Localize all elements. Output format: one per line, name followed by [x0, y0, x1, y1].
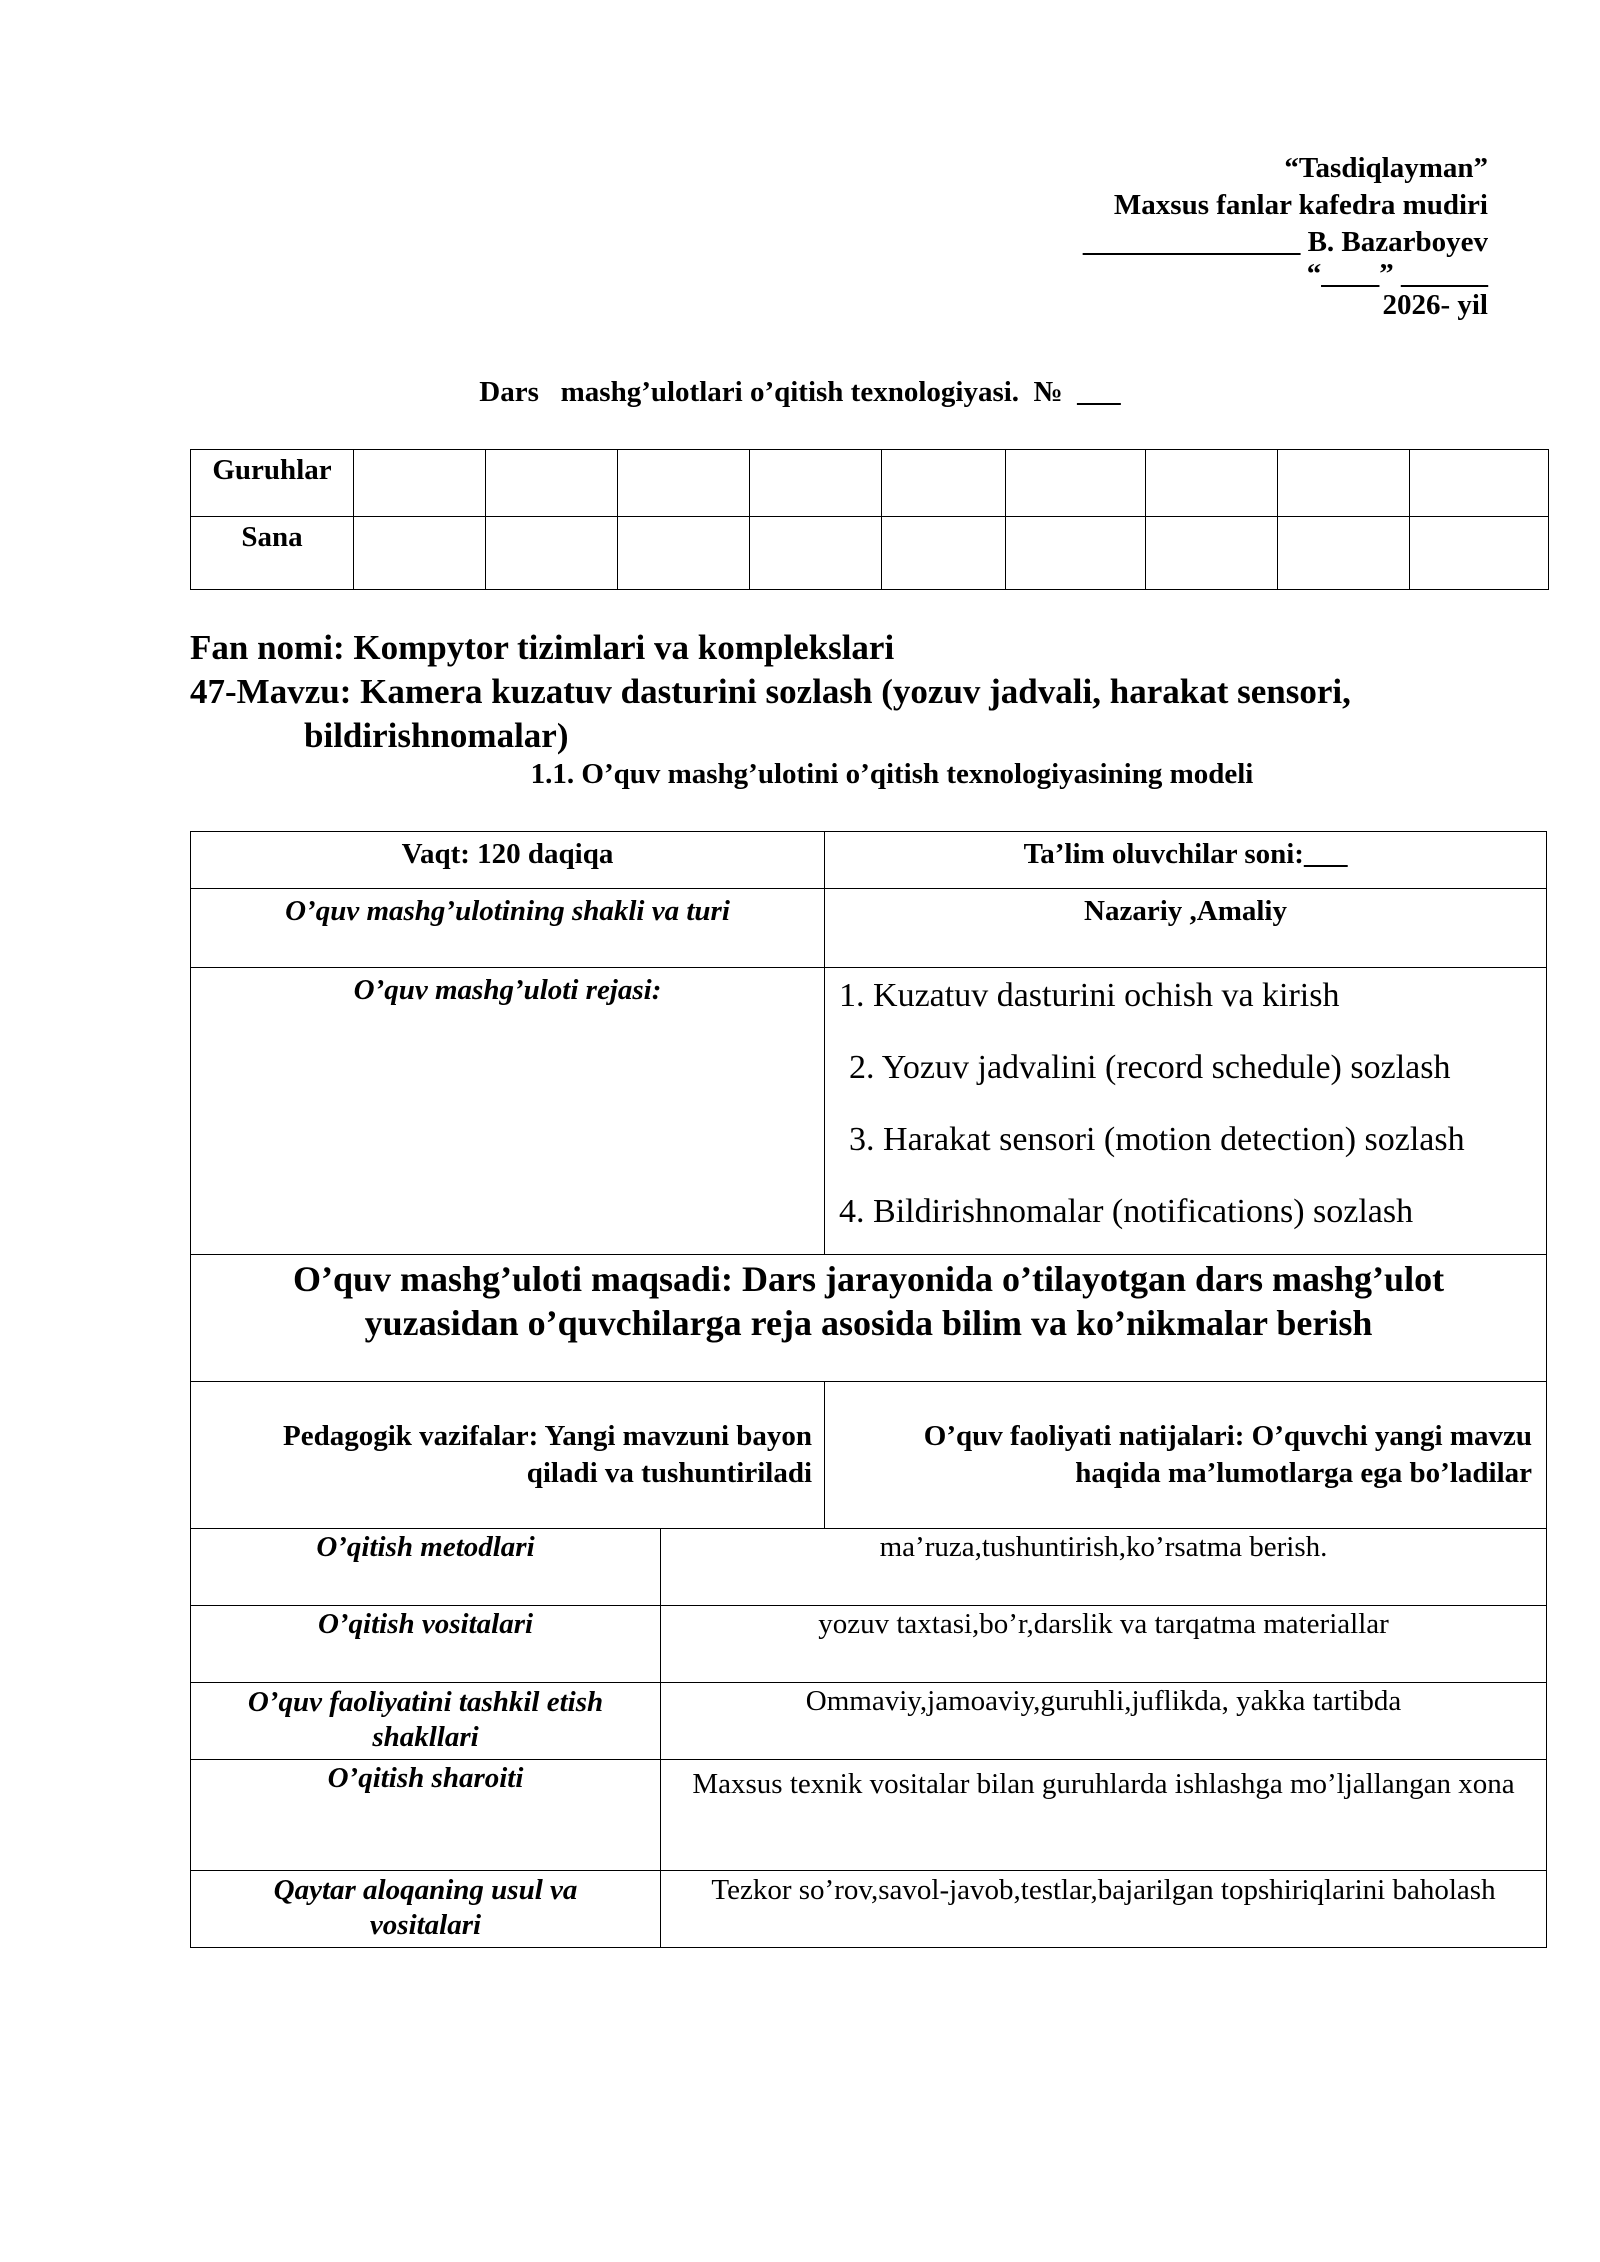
plan-item: 3. Harakat sensori (motion detection) sozlash [849, 1121, 1465, 1158]
groups-cell[interactable] [1278, 450, 1410, 517]
form-value: Nazariy ,Amaliy [825, 889, 1547, 968]
approval-signature: _______________ B. Bazarboyev [1082, 226, 1488, 258]
methods-value: ma’ruza,tushuntirish,ko’rsatma berish. [661, 1529, 1547, 1606]
model-table [190, 831, 1547, 1948]
groups-cell[interactable] [1006, 450, 1146, 517]
groups-table [190, 449, 1549, 590]
lesson-goal: O’quv mashg’uloti maqsadi: Dars jarayonida o’tilayotgan dars mashg’ulot yuzasidan o’quvchilarga reja asosida bilim va ko’nikmalar berish [292, 1259, 1445, 1343]
approval-year: 2026- yil [1382, 289, 1488, 321]
feedback-value: Tezkor so’rov,savol-javob,testlar,bajarilgan topshiriqlarini baholash [661, 1871, 1547, 1948]
groups-cell[interactable] [618, 450, 750, 517]
date-label: Sana [191, 517, 354, 590]
plan-list [825, 968, 1547, 1255]
approval-block [788, 150, 1488, 324]
groups-cell[interactable] [354, 450, 486, 517]
topic-line-1: 47-Mavzu: Kamera kuzatuv dasturini sozlash (yozuv jadvali, harakat sensori, [190, 672, 1351, 711]
forms-value: Ommaviy,jamoaviy,guruhli,juflikda, yakka tartibda [661, 1683, 1547, 1760]
tools-value: yozuv taxtasi,bo’r,darslik va tarqatma materiallar [661, 1606, 1547, 1683]
methods-label: O’qitish metodlari [191, 1529, 661, 1606]
plan-item: 1. Kuzatuv dasturini ochish va kirish [839, 977, 1340, 1014]
model-row-conditions [191, 1760, 1547, 1871]
model-row-tasks [191, 1382, 1547, 1529]
groups-cell[interactable] [1146, 450, 1278, 517]
model-row-feedback [191, 1871, 1547, 1948]
pedagogical-tasks: Pedagogik vazifalar: Yangi mavzuni bayon qiladi va tushuntiriladi [191, 1382, 825, 1529]
forms-label: O’quv faoliyatini tashkil etish shakllari [191, 1683, 661, 1760]
groups-row [191, 450, 1549, 517]
groups-cell[interactable] [1410, 450, 1549, 517]
date-cell[interactable] [1410, 517, 1549, 590]
feedback-label: Qaytar aloqaning usul va vositalari [191, 1871, 661, 1948]
approval-position: Maxsus fanlar kafedra mudiri [1113, 189, 1488, 221]
model-row-time [191, 832, 1547, 889]
model-row-plan [191, 968, 1547, 1255]
students-count-cell: Ta’lim oluvchilar soni:___ [825, 832, 1547, 889]
plan-item: 4. Bildirishnomalar (notifications) sozlash [839, 1193, 1414, 1230]
subject-block [190, 626, 1550, 758]
model-row-form [191, 889, 1547, 968]
conditions-value: Maxsus texnik vositalar bilan guruhlarda ishlashga mo’ljallangan xona [661, 1760, 1547, 1871]
groups-cell[interactable] [486, 450, 618, 517]
model-row-tools [191, 1606, 1547, 1683]
plan-item: 2. Yozuv jadvalini (record schedule) sozlash [849, 1049, 1451, 1086]
date-row [191, 517, 1549, 590]
date-cell[interactable] [750, 517, 882, 590]
date-cell[interactable] [1006, 517, 1146, 590]
approval-title: “Tasdiqlayman” [1284, 152, 1488, 184]
groups-cell[interactable] [882, 450, 1006, 517]
date-cell[interactable] [1146, 517, 1278, 590]
model-row-forms [191, 1683, 1547, 1760]
date-cell[interactable] [354, 517, 486, 590]
tools-label: O’qitish vositalari [191, 1606, 661, 1683]
date-cell[interactable] [1278, 517, 1410, 590]
date-cell[interactable] [882, 517, 1006, 590]
date-cell[interactable] [486, 517, 618, 590]
date-cell[interactable] [618, 517, 750, 590]
model-row-goal [191, 1255, 1547, 1382]
topic-line-2: bildirishnomalar) [304, 716, 569, 755]
plan-label: O’quv mashg’uloti rejasi: [191, 968, 825, 1255]
subject-name: Fan nomi: Kompytor tizimlari va komplekslari [190, 628, 895, 667]
groups-cell[interactable] [750, 450, 882, 517]
form-label: O’quv mashg’ulotining shakli va turi [191, 889, 825, 968]
model-row-methods [191, 1529, 1547, 1606]
learning-outcomes: O’quv faoliyati natijalari: O’quvchi yangi mavzu haqida ma’lumotlarga ega bo’ladilar [825, 1382, 1547, 1529]
groups-label: Guruhlar [191, 450, 354, 517]
approval-date-line: “____” ______ [1306, 258, 1488, 290]
model-title: 1.1. O’quv mashg’ulotini o’qitish texnologiyasining modeli [530, 758, 1254, 790]
conditions-label: O’qitish sharoiti [191, 1760, 661, 1871]
time-cell: Vaqt: 120 daqiqa [191, 832, 825, 889]
document-subtitle: Dars mashg’ulotlari o’qitish texnologiyasi. № ___ [479, 376, 1121, 408]
